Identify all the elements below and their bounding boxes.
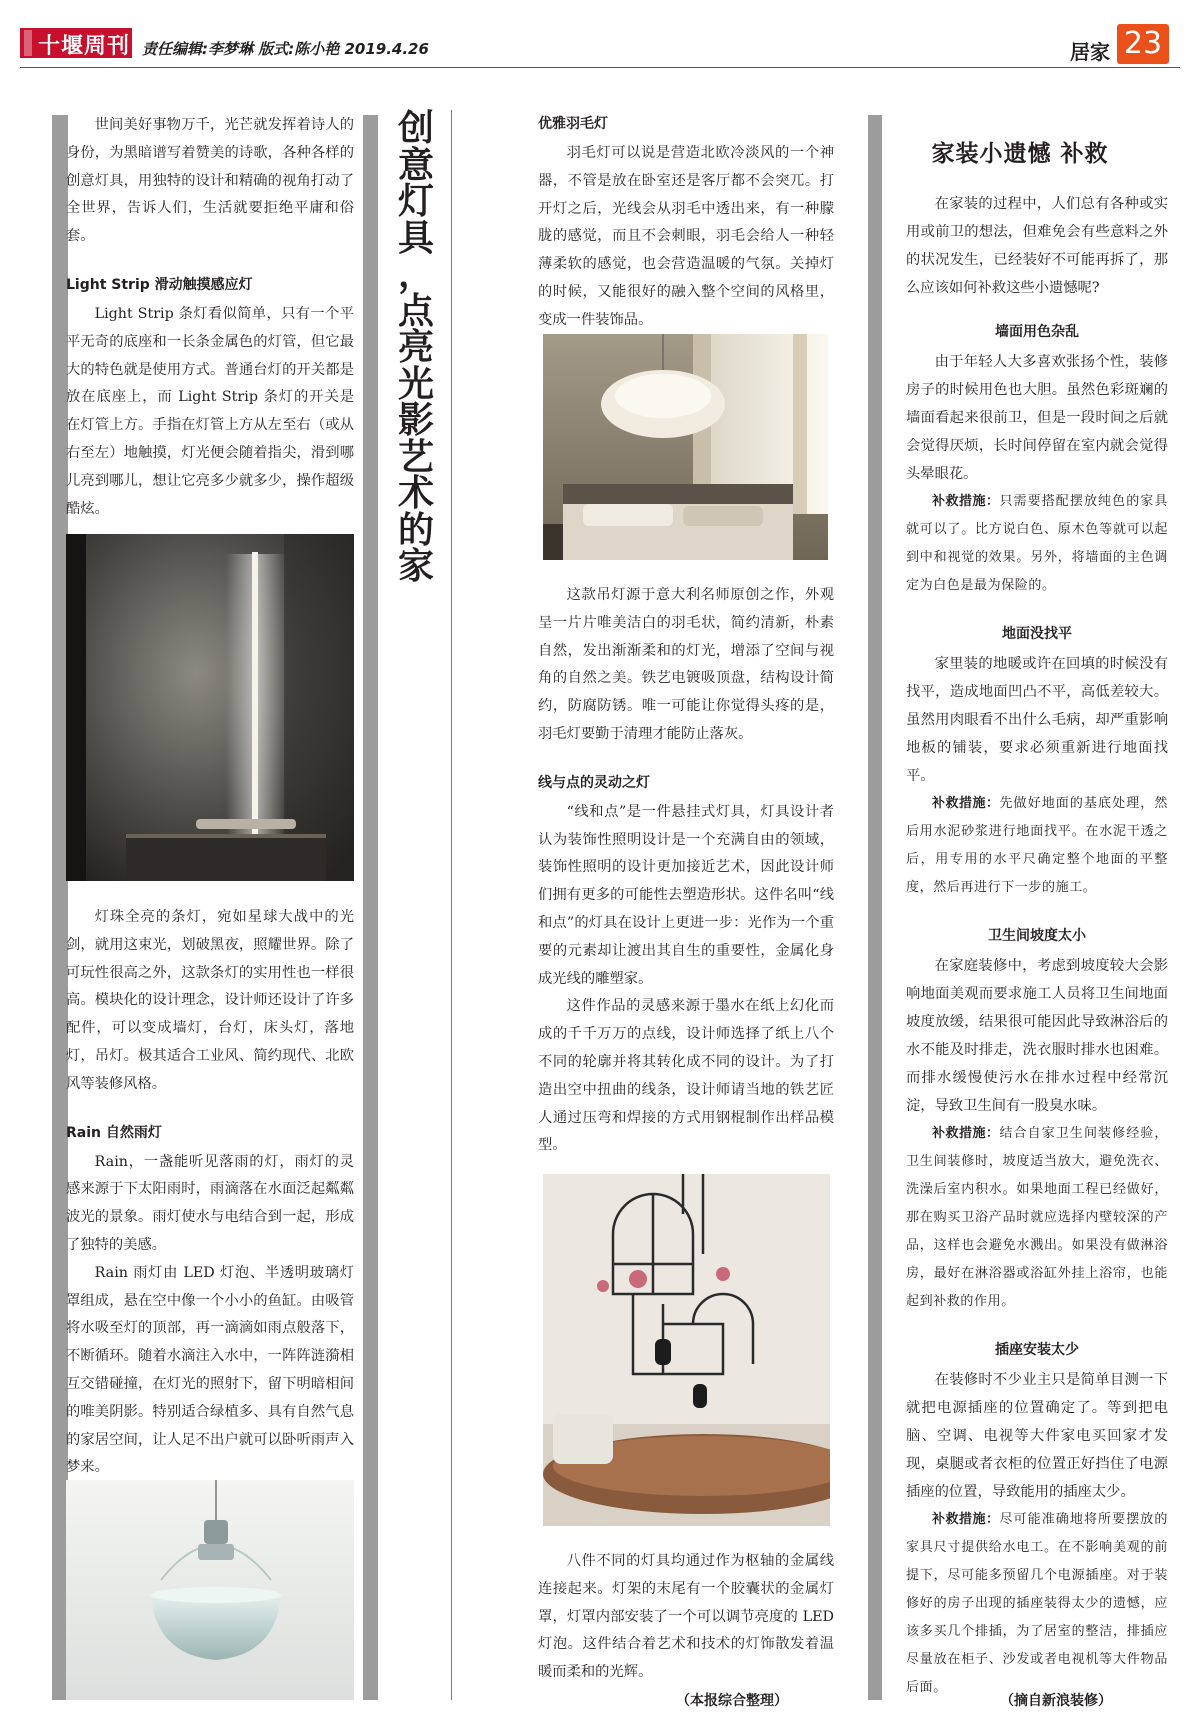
title-char: 点 (397, 289, 434, 332)
wall-color-remedy (906, 488, 1168, 600)
masthead-title: 十堰周刊 (38, 33, 131, 59)
rain-lamp-text: Rain，一盏能听见落雨的灯，雨灯的灵感来源于下太阳雨时，雨滴落在水面泛起粼粼波光的景象。雨灯使水与电结合到一起，形成了独特的美感。 (66, 1153, 354, 1253)
title-char: 术 (397, 472, 434, 514)
sidebar-title: 家装小遗憾 补救 (931, 140, 1109, 167)
light-strip-heading: Light Strip 滑动触摸感应灯 (66, 276, 253, 293)
lamp-shade (693, 1384, 707, 1408)
column-3-top (538, 112, 834, 335)
feather-lamp-text-2: 这款吊灯源于意大利名师原创之作，外观呈一片片唯美洁白的羽毛状，简约清新，朴素自然，发出渐渐柔和的灯光，增添了空间与视角的自然之美。铁艺电镀吸顶盘，结构设计简约，防腐防锈。唯一可能让你觉得头疼的是，羽毛灯要勤于清理才能防止落灰。 (538, 587, 834, 742)
light-strip-photo (66, 534, 354, 881)
remedy-label: 补救措施： (932, 796, 1000, 811)
remedy-text: 只需要搭配摆放纯色的家具就可以了。比方说白色、原木色等就可以起到中和视觉的效果。另外，将墙面的主色调定为白色是最为保险的。 (906, 494, 1168, 593)
col3-source: （本报综合整理） (676, 1693, 788, 1709)
column-1-top (66, 112, 354, 523)
column-3-bottom (538, 1548, 834, 1687)
remedy-label: 补救措施： (932, 1512, 1000, 1527)
rain-lamp-heading: Rain 自然雨灯 (66, 1124, 162, 1141)
feather-lamp-photo (543, 334, 828, 560)
title-char: 具 (397, 216, 434, 259)
title-char: 艺 (397, 435, 434, 478)
feature-title (393, 107, 439, 587)
remedy-text: 先做好地面的基底处理，然后用水泥砂浆进行地面找平。在水泥干透之后，用专用的水平尺确定整个地面的平整度，然后再进行下一步的施工。 (906, 796, 1168, 895)
floor-level-text: 家里装的地暖或许在回填的时候没有找平，造成地面凹凸不平，高低差较大。虽然用肉眼看不出什么毛病，却严重影响地板的铺装，要求必须重新进行地面找平。 (906, 656, 1168, 784)
wall-color-text: 由于年轻人大多喜欢张扬个性，装修房子的时候用色也大胆。虽然色彩斑斓的墙面看起来很前卫，但是一段时间之后就会觉得厌烦，长时间停留在室内就会觉得头晕眼花。 (906, 354, 1168, 482)
rain-lamp-photo (66, 1480, 354, 1700)
remedy-label: 补救措施： (932, 494, 1000, 509)
column-1-middle (66, 904, 354, 1482)
nightstand (126, 834, 326, 881)
masthead-logo (20, 28, 132, 58)
section-label: 居家 (1070, 40, 1110, 64)
remedy-label: 补救措施： (932, 1126, 1000, 1141)
title-char: 灯 (397, 180, 434, 222)
header-rule (20, 67, 1180, 68)
page-number-badge: 23 (1117, 24, 1169, 64)
title-char: 影 (397, 399, 434, 441)
socket-heading: 插座安装太少 (995, 1342, 1079, 1358)
column-4 (906, 190, 1168, 1702)
title-divider-line (451, 110, 452, 1700)
bathroom-slope-heading: 卫生间坡度太小 (988, 928, 1086, 944)
lamp-shade (655, 1339, 671, 1365)
line-dot-lamp-photo (543, 1174, 830, 1526)
line-dot-text-3: 八件不同的灯具均通过作为枢轴的金属线连接起来。灯架的末尾有一个胶囊状的金属灯罩，灯罩内部安装了一个可以调节亮度的 LED 灯泡。这件结合着艺术和技术的灯饰散发着温暖而柔和的光辉。 (538, 1553, 834, 1681)
light-strip-text: Light Strip 条灯看似简单，只有一个平平无奇的底座和一长条金属色的灯管，但它最大的特色就是使用方式。普通台灯的开关都是放在底座上，而 Light Strip 条灯的开关是在灯管上方。手指在灯管上方从左至右（或从右至左）地触摸，灯光便会随着指尖，滑到哪儿亮到哪儿，想让它亮多少就多少，操作超级酷炫。 (66, 305, 354, 517)
bathroom-slope-remedy (906, 1120, 1168, 1316)
remedy-text: 尽可能准确地将所要摆放的家具尺寸提供给水电工。在不影响美观的前提下，尽可能多预留几个电源插座。对于装修好的房子出现的插座装得太少的遗憾，应该多买几个排插，为了居室的整洁，排插应尽量放在柜子、沙发或者电视机等大件物品后面。 (906, 1512, 1168, 1695)
floor-level-heading: 地面没找平 (1002, 626, 1072, 642)
socket-text: 在装修时不少业主只是简单目测一下就把电源插座的位置确定了。等到把电脑、空调、电视等大件家电买回家才发现，桌腿或者衣柜的位置正好挡住了电源插座的位置，导致能用的插座太少。 (906, 1372, 1168, 1500)
line-dot-text: “线和点”是一件悬挂式灯具，灯具设计者认为装饰性照明设计是一个充满自由的领域，装饰性照明的设计更加接近艺术，因此设计师们拥有更多的可能性去塑造形状。这件名叫“线和点”的灯具在设计上更进一步：光作为一个重要的元素却让渡出其自生的重要性，金属化身成光线的雕塑家。 (538, 803, 834, 987)
title-char: 创 (397, 107, 434, 149)
title-char: 家 (397, 545, 434, 587)
remedy-text: 结合自家卫生间装修经验，卫生间装修时，坡度适当放大，避免洗衣、洗澡后室内积水。如果地面工程已经做好，那在购买卫浴产品时就应选择内壁较深的产品，这样也会避免水溅出。如果没有做淋浴房，最好在淋浴器或浴缸外挂上浴帘，也能起到补救的作用。 (906, 1126, 1168, 1309)
title-char: 光 (397, 362, 434, 405)
title-char: 意 (397, 143, 434, 186)
editor-credits: 责任编辑:李梦琳 版式:陈小艳 2019.4.26 (142, 40, 429, 58)
title-char: ， (397, 253, 434, 295)
sidebar-intro: 在家装的过程中，人们总有各种或实用或前卫的想法，但难免会有些意料之外的状况发生，已经装好不可能再拆了，那么应该如何补救这些小遗憾呢? (906, 196, 1168, 296)
rain-lamp-text-2: Rain 雨灯由 LED 灯泡、半透明玻璃灯罩组成，悬在空中像一个小小的鱼缸。由吸管将水吸至灯的顶部，再一滴滴如雨点般落下，不断循环。随着水滴注入水中，一阵阵涟漪相互交错碰撞，在灯光的照射下，留下明暗相间的唯美阴影。特别适合绿植多、具有自然气息的家居空间，让人足不出户就可以卧听雨声入梦来。 (66, 1264, 354, 1476)
intro-paragraph: 世间美好事物万千，光芒就发挥着诗人的身份，为黑暗谱写着赞美的诗歌，各种各样的创意灯具，用独特的设计和精确的视角打动了全世界，告诉人们，生活就要拒绝平庸和俗套。 (66, 117, 354, 245)
col1-right-bar (363, 115, 378, 1700)
light-tube (252, 552, 258, 852)
socket-remedy (906, 1506, 1168, 1702)
light-strip-text-2: 灯珠全亮的条灯，宛如星球大战中的光剑，就用这束光，划破黑夜，照耀世界。除了可玩性很高之外，这款条灯的实用性也一样很高。模块化的设计理念，设计师还设计了许多配件，可以变成墙灯，台灯，床头灯，落地灯，吊灯。极其适合工业风、简约现代、北欧风等装修风格。 (66, 909, 354, 1092)
col3-right-bar (868, 115, 882, 1700)
line-dot-heading: 线与点的灵动之灯 (538, 774, 650, 791)
title-char: 的 (397, 508, 434, 551)
floor-level-remedy (906, 790, 1168, 902)
feather-lamp-text: 羽毛灯可以说是营造北欧冷淡风的一个神器，不管是放在卧室还是客厅都不会突兀。打开灯之后，光线会从羽毛中透出来，有一种朦胧的感觉，而且不会刺眼，羽毛会给人一种轻薄柔软的感觉，也会营造温暖的气氛。关掉灯的时候，又能很好的融入整个空间的风格里，变成一件装饰品。 (538, 145, 834, 328)
col4-source: （摘自新浪装修） (1000, 1693, 1112, 1709)
column-3-middle (538, 582, 834, 1160)
bathroom-slope-text: 在家庭装修中，考虑到坡度较大会影响地面美观而要求施工人员将卫生间地面坡度放缓，结果很可能因此导致淋浴后的水不能及时排走，洗衣服时排水也困难。而排水缓慢使污水在排水过程中经常沉淀，导致卫生间有一股臭水味。 (906, 958, 1168, 1114)
line-dot-text-2: 这件作品的灵感来源于墨水在纸上幻化而成的千千万万的点线，设计师选择了纸上八个不同的轮廓并将其转化成不同的设计。为了打造出空中扭曲的线条，设计师请当地的铁艺匠人通过压弯和焊接的方式用钢棍制作出样品模型。 (538, 998, 834, 1154)
wall-color-heading: 墙面用色杂乱 (995, 324, 1079, 340)
feather-lamp-heading: 优雅羽毛灯 (538, 116, 608, 132)
title-char: 亮 (397, 326, 434, 368)
